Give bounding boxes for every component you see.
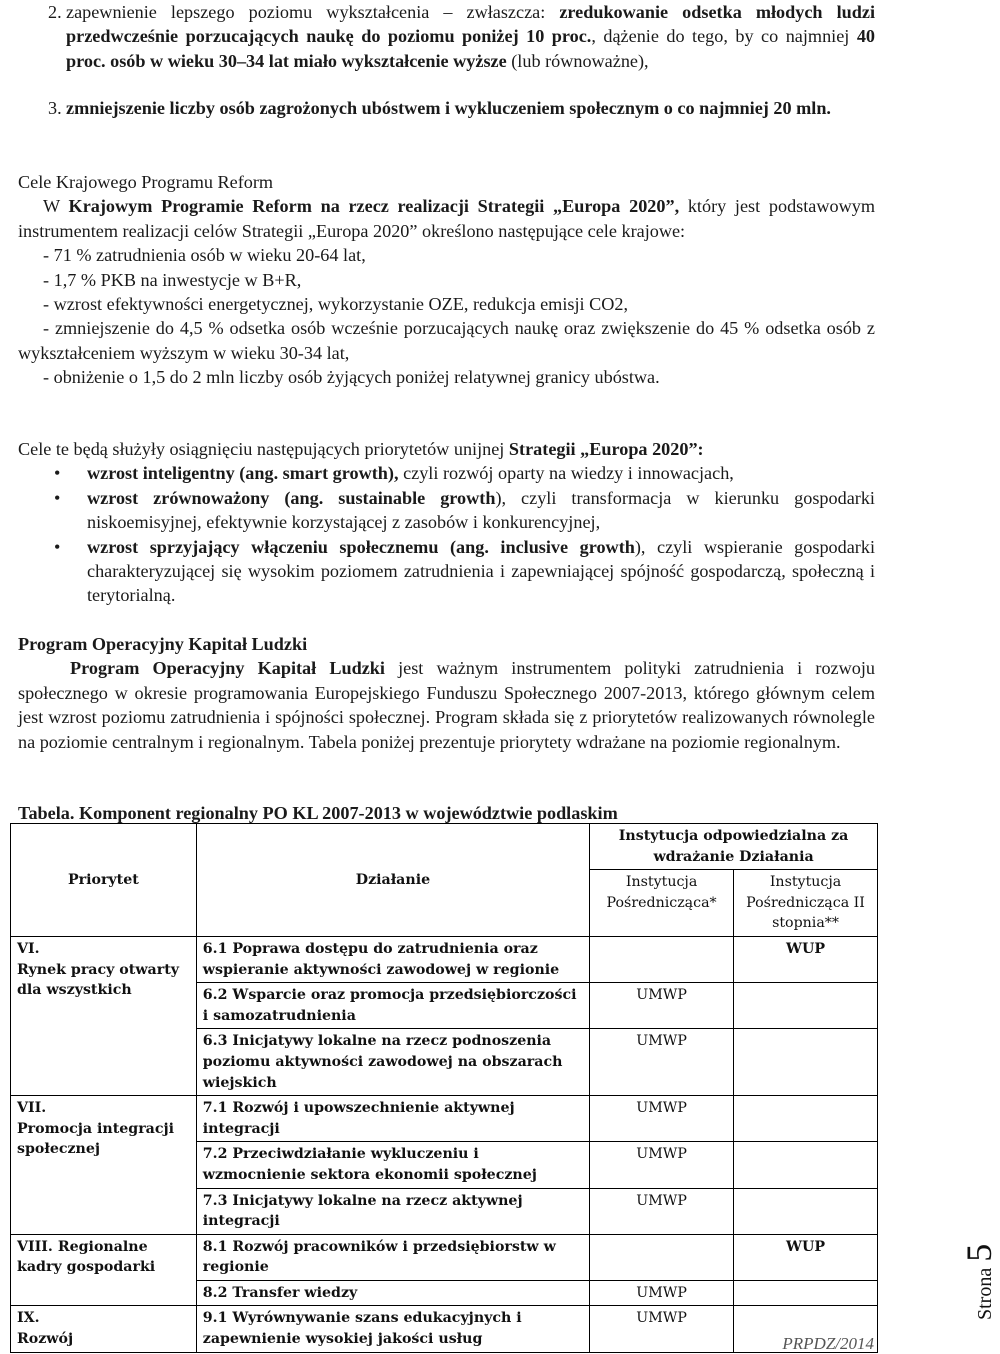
list-text-bold: 40 proc. osób w wieku 30–34 lat miało wykształcenie wyższe [66,26,875,71]
ip2-cell [734,1188,878,1234]
paragraph-text-bold: Program Operacyjny Kapitał Ludzki [70,658,385,679]
bullet-icon: • [54,536,61,557]
priority-text: ), czyli wspieranie gospodarki charakteryzującej się wysokim poziomem zatrudnienia i zapewniającej spójność gospodarczą, społeczną i terytorialną. [87,536,875,606]
ip2-cell [734,1142,878,1188]
paragraph-text-bold: Strategii „Europa 2020”: [508,439,704,459]
priority-item [18,486,875,535]
priority-number: VIII. [17,1238,53,1255]
ip-cell: UMWP [590,1188,734,1234]
ip-cell: UMWP [590,1280,734,1306]
header-priorytet: Priorytet [11,824,197,937]
priority-text: ), czyli transformacja w kierunku gospodarki niskoemisyjnej, efektywnie korzystającej z zasobów i konkurencyjnej, [87,487,875,533]
paragraph-text: który jest podstawowym instrumentem realizacji celów Strategii „Europa 2020” określono następujące cele krajowe: [18,196,875,241]
list-text: , dążenie do tego, by co najmniej [591,26,857,47]
target-item: - zmniejszenie do 4,5 % odsetka osób wcześnie porzucających naukę oraz zwiększenie do 45 % odsetka osób z wykształceniem wyższym w wieku 30-34 lat, [18,318,875,363]
ip2-cell [734,1096,878,1142]
section-cele-kpr [18,170,875,390]
action-cell: 7.1 Rozwój i upowszechnienie aktywnej integracji [196,1096,589,1142]
table-row [11,1306,878,1352]
ip2-cell [734,1280,878,1306]
ip-cell: UMWP [590,1142,734,1188]
list-text-bold: zmniejszenie liczby osób zagrożonych ubóstwem i wykluczeniem społecznym o co najmniej 20 mln. [66,98,831,118]
priority-cell [11,1234,197,1306]
page-number [918,1228,999,1320]
bullet-icon: • [54,487,61,508]
page-word: Strona [974,1267,996,1320]
target-item: - 71 % zatrudnienia osób w wieku 20-64 lat, [43,245,366,266]
target-item: - obniżenie o 1,5 do 2 mln liczby osób żyjących poniżej relatywnej granicy ubóstwa. [43,367,660,388]
caption-text: Tabela. Komponent regionalny PO KL 2007-2013 w województwie podlaskim [18,803,618,823]
priority-bold: wzrost inteligentny (ang. smart growth), [87,463,399,484]
priority-item [18,535,875,608]
target-item: - 1,7 % PKB na inwestycje w B+R, [43,269,302,290]
action-cell: 9.1 Wyrównywanie szans edukacyjnych i zapewnienie wysokiej jakości usług [196,1306,589,1352]
priority-bold: wzrost sprzyjający włączeniu społecznemu (ang. inclusive growth [87,536,635,557]
paragraph-text: Cele te będą służyły osiągnięciu następujących priorytetów unijnej [18,439,509,459]
list-text: zapewnienie lepszego poziomu wykształcenia – zwłaszcza: [66,2,560,22]
action-cell: 6.3 Inicjatywy lokalne na rzecz podnoszenia poziomu aktywności zawodowej na obszarach wiejskich [196,1029,589,1096]
ip-cell [590,936,734,982]
footer-code: PRPDZ/2014 [782,1334,874,1353]
ip2-cell [734,983,878,1029]
table-row [11,1234,878,1280]
pokl-table [10,823,878,1353]
priority-name: Rynek pracy otwarty dla wszystkich [17,961,179,999]
action-cell: 7.3 Inicjatywy lokalne na rzecz aktywnej integracji [196,1188,589,1234]
action-cell: 8.2 Transfer wiedzy [196,1280,589,1306]
priority-number: IX. [17,1310,40,1327]
ip-cell [590,1234,734,1280]
list-number: 2. [48,2,62,22]
priority-item [18,461,875,485]
header-instytucja: Instytucja odpowiedzialna za wdrażanie Działania [590,824,878,870]
table-row [11,936,878,982]
priority-cell [11,1096,197,1235]
header-ip: Instytucja Pośrednicząca* [590,870,734,937]
action-cell: 6.2 Wsparcie oraz promocja przedsiębiorczości i samozatrudnienia [196,983,589,1029]
ip-cell: UMWP [590,983,734,1029]
list-item-3 [18,96,875,120]
paragraph-text: jest ważnym instrumentem polityki zatrudnienia i rozwoju społecznego w okresie programowania Europejskiego Funduszu Społecznego 2007-2013, którego głównym celem jest wzrost poziomu zatrudnienia i spójności społecznej. Program składa się z priorytetów realizowanych równolegle na poziomie centralnym i regionalnym. Tabela poniżej prezentuje priorytety wdrażane na poziomie regionalnym. [18,658,875,752]
priority-name: Regionalne kadry gospodarki [17,1238,156,1276]
priority-text: czyli rozwój oparty na wiedzy i innowacjach, [398,463,734,484]
priority-name: Promocja integracji społecznej [17,1120,175,1158]
priority-cell [11,936,197,1095]
table-row [11,1096,878,1142]
ip-cell: UMWP [590,1096,734,1142]
bullet-icon: • [54,463,61,484]
paragraph-text-bold: Krajowym Programie Reform na rzecz realizacji Strategii „Europa 2020”, [68,196,680,217]
ip2-cell: WUP [734,936,878,982]
list-text-bold: zredukowanie odsetka młodych ludzi przedwcześnie porzucających naukę do poziomu poniżej 10 proc. [66,2,875,47]
priority-cell [11,1306,197,1352]
priority-number: VII. [17,1100,47,1117]
table-caption [18,801,875,825]
section-heading: Program Operacyjny Kapitał Ludzki [18,634,308,654]
action-cell: 6.1 Poprawa dostępu do zatrudnienia oraz wspieranie aktywności zawodowej w regionie [196,936,589,982]
priority-list [18,461,875,607]
ip-cell: UMWP [590,1029,734,1096]
ip-cell: UMWP [590,1306,734,1352]
target-item: - wzrost efektywności energetycznej, wykorzystanie OZE, redukcja emisji CO2, [43,294,629,315]
action-cell: 8.1 Rozwój pracowników i przedsiębiorstw w regionie [196,1234,589,1280]
section-heading: Cele Krajowego Programu Reform [18,172,274,192]
list-number: 3. [48,98,62,118]
action-cell: 7.2 Przeciwdziałanie wykluczeniu i wzmocnienie sektora ekonomii społecznej [196,1142,589,1188]
ip2-cell [734,1029,878,1096]
header-dzialanie: Działanie [196,824,589,937]
paragraph-text: W [43,196,69,217]
priority-number: VI. [17,940,40,957]
list-text: (lub równoważne), [506,50,649,71]
section-pokl [18,632,875,754]
header-ip2: Instytucja Pośrednicząca II stopnia** [734,870,878,937]
ip2-cell: WUP [734,1234,878,1280]
priority-name: Rozwój [17,1331,74,1348]
page-num: 5 [959,1243,999,1262]
section-priorities [18,437,875,608]
list-item-2 [18,0,875,73]
priority-bold: wzrost zrównoważony (ang. sustainable growth [87,487,496,508]
